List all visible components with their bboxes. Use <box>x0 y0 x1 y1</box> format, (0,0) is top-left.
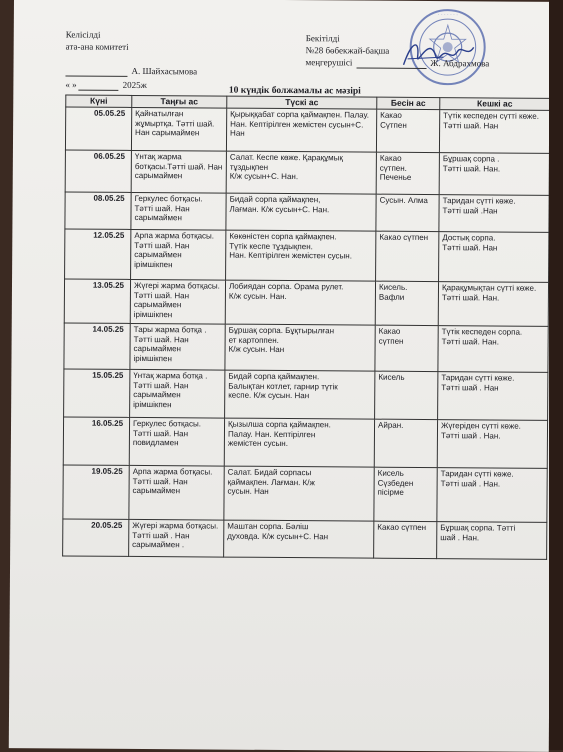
cell-lunch: Бидай сорпа қаймақпен. Балықтан котлет, гарнир түтік кеспе. К/ж сусын. Нан <box>225 370 375 419</box>
table-row <box>65 192 549 232</box>
cell-lunch: Қызылша сорпа қаймақпен. Палау. Нан. Кептірілген жемістен сусын. <box>224 418 374 467</box>
cell-snack: Кисель Сүзбеден пісірме <box>374 467 437 521</box>
approved-label: Бекітілді <box>305 33 340 44</box>
cell-snack: Какао сүтпен <box>376 231 439 281</box>
table-row <box>65 150 549 195</box>
column-header-snack: Бесін ас <box>377 97 440 109</box>
date-year: 2025ж <box>122 79 147 91</box>
cell-lunch: Бұршақ сорпа. Бұқтырылған ет картоппен. К/ж сусын. Нан <box>225 324 375 371</box>
cell-date: 15.05.25 <box>64 369 130 417</box>
cell-breakfast: Жүгері жарма ботқасы. Тәтті шай . Нан сарымаймен . <box>129 519 224 557</box>
cell-date: 19.05.25 <box>63 465 129 519</box>
cell-date: 12.05.25 <box>65 229 131 279</box>
cell-snack: Кисель. Вафли <box>375 281 438 325</box>
column-header-date: Күні <box>66 95 132 107</box>
cell-lunch: Лобиядан сорпа. Орама рулет. К/ж сусын. Нан. <box>225 280 375 325</box>
cell-breakfast: Геркулес ботқасы. Тәтті шай. Нан повидламен <box>129 417 224 466</box>
cell-snack: Какао сүтпен. Печенье <box>376 152 439 194</box>
approved-signer: Ж. Абдрахмова <box>430 58 490 69</box>
cell-snack: Какао сүтпен <box>375 325 438 371</box>
cell-dinner: Бұршақ сорпа . Тәтті шай. Нан. <box>439 153 549 196</box>
cell-snack: Какао сүтпен <box>374 521 437 558</box>
cell-lunch: Бидай сорпа қаймақпен, Лағман. К/ж сусын+С. Нан. <box>226 193 376 231</box>
cell-date: 05.05.25 <box>65 107 131 150</box>
approved-role: меңгерушісі <box>305 57 353 68</box>
table-row <box>65 229 549 282</box>
cell-dinner: Достық сорпа. Тәтті шай. Нан <box>439 232 549 283</box>
column-header-dinner: Кешкі ас <box>440 98 550 111</box>
agreed-signer-line <box>65 64 197 77</box>
cell-breakfast: Геркулес ботқасы. Тәтті шай. Нан сарымаймен <box>131 192 226 230</box>
cell-breakfast: Тары жарма ботқа . Тәтті шай. Нан сарымаймен ірімшікпен <box>130 323 225 370</box>
background-edge <box>549 0 563 750</box>
table-row <box>64 279 548 326</box>
cell-date: 14.05.25 <box>64 323 130 369</box>
table-row <box>64 369 548 420</box>
agreed-block <box>65 28 197 91</box>
agreed-label: Келісілді <box>65 29 101 40</box>
column-header-lunch: Түскі ас <box>227 96 377 109</box>
cell-lunch: Маштан сорпа. Бәліш духовда. К/ж сусын+С. Нан <box>224 520 374 558</box>
cell-snack: Айран. <box>374 419 437 467</box>
menu-title: 10 күндік болжамалы ас мәзірі <box>228 85 361 97</box>
cell-date: 06.05.25 <box>65 150 131 192</box>
cell-lunch: Салат. Кеспе көже. Қарақұмық тұздықпен К/ж сусын+С. Нан. <box>226 151 376 194</box>
cell-breakfast: Арпа жарма ботқасы. Тәтті шай. Нан сарымаймен ірімшікпен <box>131 229 226 280</box>
menu-table <box>62 94 550 559</box>
svg-text:· · · · · · ·: · · · · · · · <box>437 12 458 19</box>
cell-date: 16.05.25 <box>63 417 129 465</box>
cell-snack: Кисель <box>375 371 438 419</box>
table-row <box>63 519 547 559</box>
cell-breakfast: Арпа жарма ботқасы. Тәтті шай. Нан сарымаймен <box>129 465 224 520</box>
cell-breakfast: Үнтақ жарма ботқа . Тәтті шай. Нан сарымаймен ірімшікпен <box>130 369 225 418</box>
cell-dinner: Қарақұмықтан сүтті көже. Тәтті шай. Нан. <box>438 282 548 327</box>
cell-snack: Какао Сүтпен <box>376 109 439 152</box>
cell-dinner: Түтік кеспеден сорпа. Тәтті шай. Нан. <box>438 326 548 373</box>
cell-lunch: Салат. Бидай сорпасы қаймақпен. Лағман. К/ж сусын. Нан <box>224 466 374 521</box>
table-row <box>64 323 548 372</box>
cell-dinner: Таридан сүтті көже. Тәтті шай .Нан <box>439 195 549 233</box>
table-row <box>65 107 549 153</box>
cell-date: 13.05.25 <box>64 279 130 323</box>
column-header-breakfast: Таңғы ас <box>132 95 227 108</box>
cell-dinner: Таридан сүтті көже. Тәтті шай . Нан. <box>437 468 547 523</box>
date-prefix: « » <box>65 79 77 90</box>
cell-lunch: Көкөністен сорпа қаймақпен. Түтік кеспе тұздықпен. Нан. Кептірілген жемістен сусын. <box>226 230 376 281</box>
cell-snack: Сусын. Алма <box>376 194 439 231</box>
cell-breakfast: Үнтақ жарма ботқасы.Тәтті шай. Нан сарымаймен <box>131 150 226 193</box>
agreed-committee: ата-ана комитеті <box>65 41 129 52</box>
cell-dinner: Таридан сүтті көже. Тәтті шай . Нан <box>438 372 548 421</box>
table-row <box>63 417 547 468</box>
cell-lunch: Қырыққабат сорпа қаймақпен. Палау. Нан. Кептірілген жемістен сусын+С. Нан <box>226 108 376 152</box>
agreed-signer: А. Шайхасымова <box>131 65 198 77</box>
cell-dinner: Түтік кеспеден сүтті көже. Тәтті шай. Нан <box>439 110 549 154</box>
signature-line <box>65 75 127 76</box>
handwritten-signature <box>398 35 478 72</box>
cell-dinner: Бұршақ сорпа. Тәтті шай . Нан. <box>437 522 547 560</box>
cell-date: 20.05.25 <box>63 519 129 556</box>
document-page <box>9 0 554 752</box>
cell-breakfast: Жүгері жарма ботқасы. Тәтті шай. Нан сарымаймен ірімшікпен <box>130 279 225 324</box>
approved-org: №28 бөбекжай-бақша <box>305 45 390 56</box>
cell-dinner: Жүгеріден сүтті көже. Тәтті шай . Нан. <box>437 420 547 469</box>
cell-breakfast: Қайнатылған жұмыртқа. Тәтті шай. Нан сарымаймен <box>131 107 226 151</box>
cell-date: 08.05.25 <box>65 192 131 229</box>
table-row <box>63 465 547 522</box>
